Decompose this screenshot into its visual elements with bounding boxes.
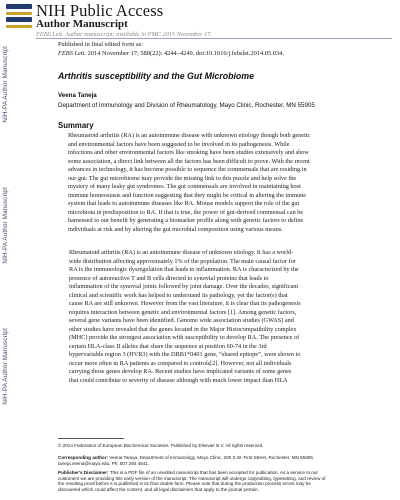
summary-line: and environmental factors have been suggested to be involved in its pathogenesis. While	[68, 140, 290, 148]
summary-line: microbiota in predisposition to RA. If that is true, the power of gut-derived commensal can be	[68, 208, 304, 216]
author-manuscript-label: Author Manuscript	[36, 18, 128, 30]
side-label-bottom: NIH-PA Author Manuscript	[2, 328, 9, 405]
author-affiliation: Department of Immunology and Division of Rheumatology, Mayo Clinic, Rochester, MN 55905	[58, 102, 315, 109]
availability-line: FEBS Lett. Author manuscript; available in PMC 2015 November 17.	[36, 30, 213, 38]
corresponding-text: Veena Taneja, Department of Immunology, Mayo Clinic, 200 S.W. First Street, Rochester, MN 55905,	[108, 455, 315, 460]
article-title: Arthritis susceptibility and the Gut Microbiome	[58, 71, 254, 81]
body-line: (MHC) provide the strongest association with susceptibility to develop RA. The presence of	[69, 334, 300, 341]
body-line: that could contribute to severity of disease although with much lower impact than HLA	[69, 376, 288, 384]
body-line: occur more often in RA patients as compared to controls[2]. However, not all individuals	[69, 359, 292, 367]
disclaimer-text-3: the resulting proof before it is published in its final citable form. Please note that during the production process errors may be	[58, 481, 311, 487]
summary-line: some association, a direct link between all the factors has been difficult to prove. With the recent	[68, 157, 310, 165]
summary-line: individuals at risk and by altering the gut microbial composition using various means.	[68, 226, 283, 234]
publisher-disclaimer	[58, 470, 386, 492]
summary-text	[68, 132, 378, 235]
summary-line: harnessed to our benefit by generating a biomarker profile along with genetic factors to define	[68, 217, 304, 225]
body-line: clinical and scientific work has helped to understand its pathology, yet the factor(s) that	[69, 291, 288, 299]
corresponding-author-note	[58, 455, 386, 466]
body-line: inflammation of the synovial joints followed by joint damage. Over the decades, significant	[69, 283, 299, 290]
body-line: RA is the immunologic dysregulation that leads to inflammation. RA is characterized by the	[69, 266, 299, 273]
disclaimer-text-4: discovered which could affect the content, and all legal disclaimers that apply to the journal pertain.	[58, 486, 259, 492]
side-label-top: NIH-PA Author Manuscript	[2, 46, 9, 123]
summary-line: system that leads to autoimmune diseases like RA. Mouse models support the role of the gut	[68, 200, 300, 208]
header-divider	[36, 38, 392, 39]
body-paragraph	[69, 249, 381, 385]
summary-line: our gut. The gut microbiome may provide the missing link to this puzzle and help solve the	[68, 174, 297, 182]
summary-line: Rheumatoid arthritis (RA) is an autoimmune disease with unknown etiology though both genetic	[68, 132, 311, 139]
citation-details: 2014 November 17; 588(22): 4244–4249. doi:10.1016/j.febslet.2014.05.034.	[86, 50, 284, 57]
citation[interactable]	[58, 50, 284, 57]
nih-public-access-title: NIH Public Access	[36, 1, 164, 20]
body-line: cause RA are still unknown. However from the vast literature, it is clear that its pathogenesis	[69, 300, 301, 307]
body-line: wide distribution affecting approximately 1% of the population. The main causal factor for	[69, 257, 296, 265]
summary-line: immune homeostasis and function suggesting that they might be critical in altering the immune	[68, 191, 306, 199]
disclaimer-text: This is a PDF file of an unedited manuscript that has been accepted for publication. As a service to our	[108, 470, 318, 475]
nih-logo-icon	[6, 4, 32, 28]
summary-line: mystery of many leaky gut syndromes. The gut commensals are involved in maintaining host	[68, 183, 301, 191]
citation-journal: FEBS Lett.	[58, 50, 87, 57]
author-name: Veena Taneja	[58, 92, 97, 99]
summary-heading: Summary	[58, 121, 94, 130]
body-line: several gene variants have been identified. Genome wide association studies (GWAS) and	[69, 317, 294, 324]
body-line: requires interaction between genetic and environmental factors [1]. Among genetic factors,	[69, 308, 297, 316]
body-line: Rheumatoid arthritis (RA) is an autoimmune disease of unknown etiology. It has a world-	[69, 249, 294, 256]
disclaimer-label: Publisher's Disclaimer:	[58, 470, 109, 475]
body-line: carrying those genes develop RA. Recent studies have implicated variants of some genes	[69, 368, 292, 375]
summary-line: infections and other environmental factors like smoking have been studies extensively and show	[68, 149, 309, 157]
side-label-middle: NIH-PA Author Manuscript	[2, 187, 9, 264]
disclaimer-text-2: customers we are providing this early version of the manuscript. The manuscript will undergo copyediting, typesetting, and review of	[58, 475, 326, 481]
summary-line: advances in technology, it has become possible to sequence the commensals that are residing in	[68, 166, 307, 174]
published-final-form: Published in final edited form as:	[58, 41, 144, 48]
corresponding-contact[interactable]: taneja.veena@mayo.edu, Ph: 507 284 4541.	[58, 460, 150, 466]
corresponding-label: Corresponding author:	[58, 455, 109, 460]
body-line: other studies have revealed that the genes located in the Major Histocompatibility complex	[69, 325, 297, 333]
body-line: hypervariable region 3 (HVR3) with the DRB1*0401 gene, “shared epitope”, were shown to	[69, 351, 301, 358]
footnote-divider	[58, 438, 124, 439]
copyright-notice: © 2014 Federation of European Biochemical Societies. Published by Elsevier B.V. All rights reserved.	[58, 443, 264, 448]
body-line: presence of autoreactive T and B cells directed to synovial proteins that leads to	[69, 274, 269, 282]
body-line: certain HLA-class II alleles that share the sequence at position 60-74 in the 3rd	[69, 342, 267, 350]
